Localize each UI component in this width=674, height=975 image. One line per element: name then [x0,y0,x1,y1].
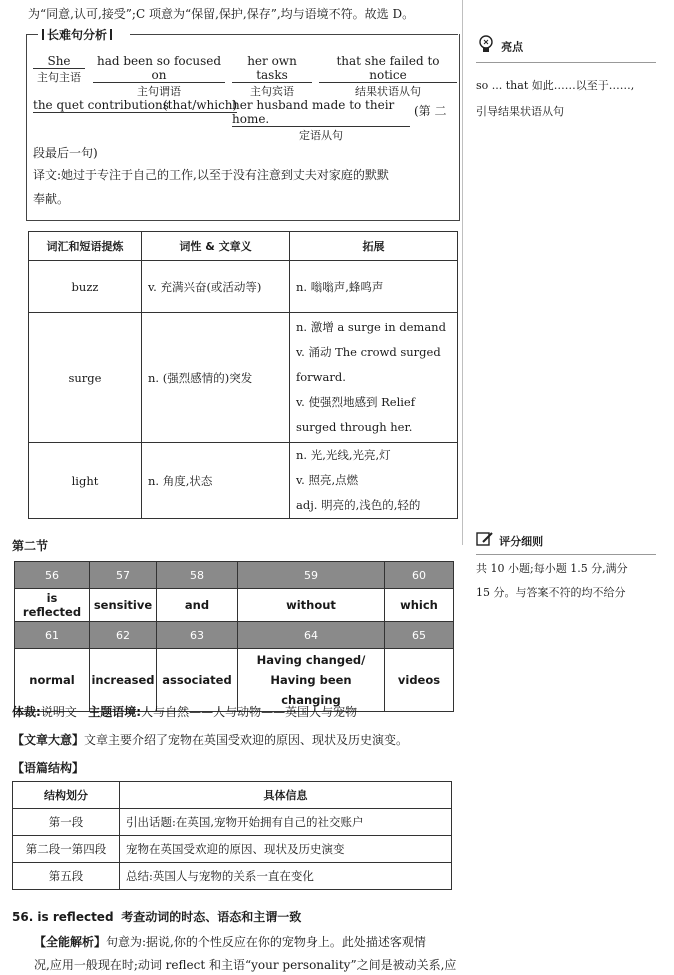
paragraph-ref: (第 二 [414,104,447,118]
part-cell: 第一段 [13,809,120,836]
answer-value: without [238,589,385,622]
sidebar-scoring [476,530,656,600]
answer-number-row [15,622,454,649]
info-cell: 引出话题:在英国,宠物开始拥有自己的社交账户 [120,809,452,836]
answer-value: which [385,589,454,622]
part-cell: 第二段一第四段 [13,836,120,863]
answer-number: 61 [15,622,90,649]
table-row [29,261,458,313]
pos-cell: n. 角度,状态 [142,443,290,519]
ext-cell: n. 光,光线,光亮,灯 v. 照亮,点燃 adj. 明亮的,浅色的,轻的 [290,443,458,519]
ext-cell: n. 激增 a surge in demand v. 涌动 The crowd surged forward. v. 使强烈地感到 Relief surged through her. [290,313,458,443]
header-word: 词汇和短语提炼 [29,232,142,261]
long-sentence-heading: 长难句分析 [38,26,116,43]
table-row [29,313,458,443]
answer-value: videos [385,649,454,712]
answer-value: increased [90,649,157,712]
info-cell: 宠物在英国受欢迎的原因、现状及历史演变 [120,836,452,863]
answer-value: sensitive [90,589,157,622]
answer-number: 64 [238,622,385,649]
word-cell: light [29,443,142,519]
answer-value-row [15,589,454,622]
sidebar-highlight [476,34,656,119]
segment-attributive-3: her husband made to their home. 定语从句 [232,98,410,143]
answer-number: 59 [238,562,385,589]
translation-line-1: 译文:她过于专注于自己的工作,以至于没有注意到丈夫对家庭的默默 [33,168,389,182]
pos-cell: v. 充满兴奋(或活动等) [142,261,290,313]
highlight-title: 亮点 [501,40,524,54]
table-row [29,443,458,519]
main-idea: 【文章大意】文章主要介绍了宠物在英国受欢迎的原因、现状及历史演变。 [12,733,409,747]
word-cell: buzz [29,261,142,313]
pencil-note-icon [476,531,494,551]
answer-value: is reflected [15,589,90,622]
table-header-row [29,232,458,261]
structure-title: 【语篇结构】 [12,761,85,775]
answer-value: associated [157,649,238,712]
answer-grid [14,561,454,712]
header-extension: 拓展 [290,232,458,261]
answer-number: 58 [157,562,238,589]
table-row [13,863,452,890]
paragraph-ref-cont: 段最后一句) [33,146,98,160]
table-header-row [13,782,452,809]
section-title: 第二节 [12,539,49,553]
top-line: 为“同意,认可,接受”;C 项意为“保留,保护,保存”,均与语境不符。故选 D。 [28,7,415,21]
header-info: 具体信息 [120,782,452,809]
question-56-heading: 56. is reflected 考查动词的时态、语态和主谓一致 [12,910,302,924]
vocab-table [28,231,458,519]
answer-value: Having changed/ Having been changing [238,649,385,712]
part-cell: 第五段 [13,863,120,890]
structure-table [12,781,452,890]
highlight-line-2: 引导结果状语从句 [476,105,564,118]
pos-cell: n. (强烈感情的)突发 [142,313,290,443]
lightbulb-icon [476,34,496,58]
scoring-title: 评分细则 [499,535,544,548]
answer-number: 65 [385,622,454,649]
segment-attributive-2: (that/which) [163,98,238,112]
segment-subject: She 主句主语 [33,54,85,85]
answer-value: normal [15,649,90,712]
header-part: 结构划分 [13,782,120,809]
answer-value: and [157,589,238,622]
answer-number: 63 [157,622,238,649]
word-cell: surge [29,313,142,443]
scoring-line-2: 15 分。与答案不符的均不给分 [476,585,626,599]
answer-number: 62 [90,622,157,649]
highlight-line-1: so ... that 如此……以至于……, [476,79,635,92]
segment-object: her own tasks 主句宾语 [232,54,312,99]
genre-line: 体裁:说明文 主题语境:人与自然——人与动物——英国人与宠物 [12,705,358,719]
scoring-line-1: 共 10 小题;每小题 1.5 分,满分 [476,561,628,575]
ext-cell: n. 嗡嗡声,蜂鸣声 [290,261,458,313]
segment-attributive-1: the quet contributions [33,98,169,112]
header-pos: 词性 & 文章义 [142,232,290,261]
analysis-line-2: 况,应用一般现在时;动词 reflect 和主语“your personality”之间是被动关系,应 [34,958,457,972]
answer-number: 57 [90,562,157,589]
info-cell: 总结:英国人与宠物的关系一直在变化 [120,863,452,890]
answer-number: 60 [385,562,454,589]
translation-line-2: 奉献。 [33,192,70,206]
answer-number-row [15,562,454,589]
table-row [13,809,452,836]
margin-rule [462,0,463,545]
table-row [13,836,452,863]
analysis-line-1: 【全能解析】句意为:据说,你的个性反应在你的宠物身上。此处描述客观情 [34,935,426,949]
answer-number: 56 [15,562,90,589]
segment-result-clause: that she failed to notice 结果状语从句 [319,54,457,99]
segment-predicate: had been so focused on 主句谓语 [93,54,225,99]
